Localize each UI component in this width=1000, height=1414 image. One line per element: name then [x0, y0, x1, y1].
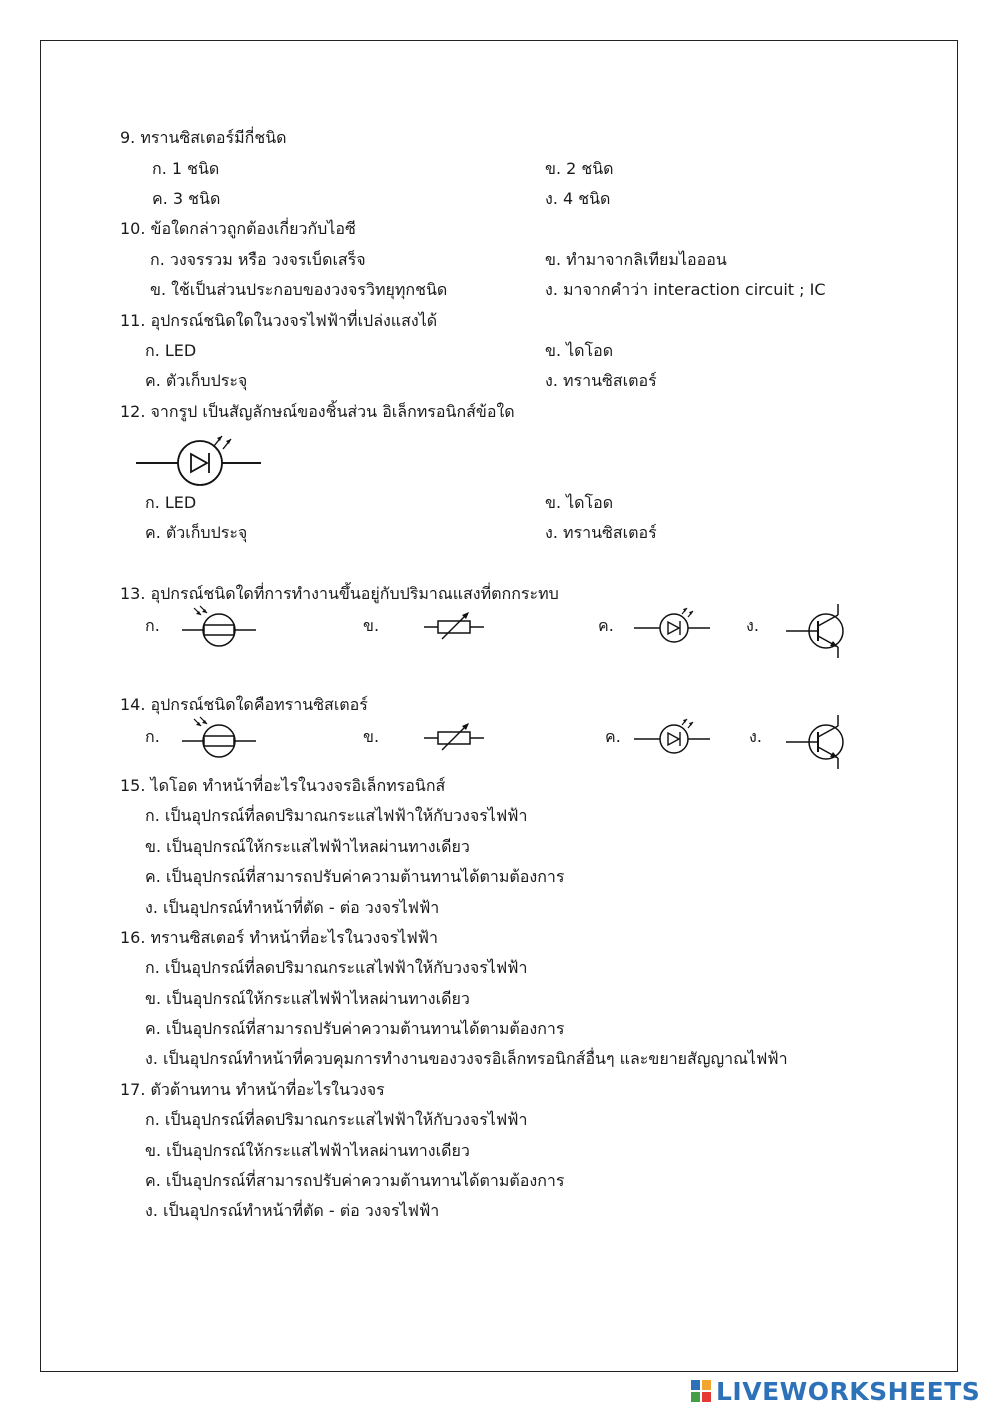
q13-choice-c[interactable]: ค.: [598, 616, 614, 635]
q16-choice-b[interactable]: ข. เป็นอุปกรณ์ให้กระแสไฟฟ้าไหลผ่านทางเดียว: [145, 989, 470, 1008]
q9-choice-c[interactable]: ค. 3 ชนิด: [152, 189, 221, 208]
q12-choice-a[interactable]: ก. LED: [145, 493, 197, 512]
q15-choice-a[interactable]: ก. เป็นอุปกรณ์ที่ลดปริมาณกระแสไฟฟ้าให้กับวงจรไฟฟ้า: [145, 806, 528, 825]
question-12: 12. จากรูป เป็นสัญลักษณ์ของชิ้นส่วน อิเล็กทรอนิกส์ข้อใด: [120, 402, 515, 421]
q14-choice-c[interactable]: ค.: [605, 727, 621, 746]
q11-choice-b[interactable]: ข. ไดโอด: [545, 341, 614, 360]
liveworksheets-logo-icon: [690, 1379, 712, 1403]
q13-choice-a[interactable]: ก.: [145, 616, 160, 635]
variable-resistor-symbol: [422, 609, 488, 643]
q15-choice-d[interactable]: ง. เป็นอุปกรณ์ทำหน้าที่ตัด - ต่อ วงจรไฟฟ้า: [145, 898, 440, 917]
q15-choice-c[interactable]: ค. เป็นอุปกรณ์ที่สามารถปรับค่าความต้านทานได้ตามต้องการ: [145, 867, 565, 886]
q17-choice-a[interactable]: ก. เป็นอุปกรณ์ที่ลดปริมาณกระแสไฟฟ้าให้กับวงจรไฟฟ้า: [145, 1110, 528, 1129]
question-16: 16. ทรานซิสเตอร์ ทำหน้าที่อะไรในวงจรไฟฟ้า: [120, 928, 438, 947]
q15-choice-b[interactable]: ข. เป็นอุปกรณ์ให้กระแสไฟฟ้าไหลผ่านทางเดียว: [145, 837, 470, 856]
q11-choice-c[interactable]: ค. ตัวเก็บประจุ: [145, 371, 248, 390]
q12-choice-d[interactable]: ง. ทรานซิสเตอร์: [545, 523, 657, 542]
q11-choice-d[interactable]: ง. ทรานซิสเตอร์: [545, 371, 657, 390]
question-15: 15. ไดโอด ทำหน้าที่อะไรในวงจรอิเล็กทรอนิกส์: [120, 776, 446, 795]
q10-choice-b[interactable]: ข. ทำมาจากลิเทียมไอออน: [545, 250, 727, 269]
question-11: 11. อุปกรณ์ชนิดใดในวงจรไฟฟ้าที่เปล่งแสงได้: [120, 311, 438, 330]
question-14: 14. อุปกรณ์ชนิดใดคือทรานซิสเตอร์: [120, 695, 368, 714]
liveworksheets-logo[interactable]: [690, 1376, 980, 1406]
q13-choice-b[interactable]: ข.: [363, 616, 380, 635]
q13-choice-d[interactable]: ง.: [746, 616, 759, 635]
variable-resistor-symbol: [422, 720, 488, 754]
q10-choice-d[interactable]: ง. มาจากคำว่า interaction circuit ; IC: [545, 280, 826, 299]
q16-choice-c[interactable]: ค. เป็นอุปกรณ์ที่สามารถปรับค่าความต้านทานได้ตามต้องการ: [145, 1019, 565, 1038]
transistor-symbol: [784, 715, 858, 769]
q14-choice-a[interactable]: ก.: [145, 727, 160, 746]
q10-choice-a[interactable]: ก. วงจรรวม หรือ วงจรเบ็ดเสร็จ: [150, 250, 366, 269]
q17-choice-c[interactable]: ค. เป็นอุปกรณ์ที่สามารถปรับค่าความต้านทานได้ตามต้องการ: [145, 1171, 565, 1190]
q12-choice-c[interactable]: ค. ตัวเก็บประจุ: [145, 523, 248, 542]
led-symbol-large: [134, 428, 266, 488]
q9-choice-b[interactable]: ข. 2 ชนิด: [545, 159, 614, 178]
q9-choice-a[interactable]: ก. 1 ชนิด: [152, 159, 220, 178]
led-symbol: [632, 717, 714, 757]
ldr-symbol: [180, 606, 260, 648]
question-9: 9. ทรานซิสเตอร์มีกี่ชนิด: [120, 128, 287, 147]
q16-choice-a[interactable]: ก. เป็นอุปกรณ์ที่ลดปริมาณกระแสไฟฟ้าให้กับวงจรไฟฟ้า: [145, 958, 528, 977]
question-10: 10. ข้อใดกล่าวถูกต้องเกี่ยวกับไอซี: [120, 219, 356, 238]
question-17: 17. ตัวต้านทาน ทำหน้าที่อะไรในวงจร: [120, 1080, 385, 1099]
logo-text: LIVEWORKSHEETS: [716, 1376, 981, 1406]
ldr-symbol: [180, 717, 260, 759]
q17-choice-b[interactable]: ข. เป็นอุปกรณ์ให้กระแสไฟฟ้าไหลผ่านทางเดียว: [145, 1141, 470, 1160]
q11-choice-a[interactable]: ก. LED: [145, 341, 197, 360]
led-symbol: [632, 606, 714, 646]
q10-choice-c[interactable]: ข. ใช้เป็นส่วนประกอบของวงจรวิทยุทุกชนิด: [150, 280, 448, 299]
q16-choice-d[interactable]: ง. เป็นอุปกรณ์ทำหน้าที่ควบคุมการทำงานของวงจรอิเล็กทรอนิกส์อื่นๆ และขยายสัญญาณไฟฟ้า: [145, 1049, 788, 1068]
transistor-symbol: [784, 604, 858, 658]
q12-choice-b[interactable]: ข. ไดโอด: [545, 493, 614, 512]
q14-choice-d[interactable]: ง.: [749, 727, 762, 746]
question-13: 13. อุปกรณ์ชนิดใดที่การทำงานขึ้นอยู่กับปริมาณแสงที่ตกกระทบ: [120, 584, 559, 603]
q9-choice-d[interactable]: ง. 4 ชนิด: [545, 189, 611, 208]
q14-choice-b[interactable]: ข.: [363, 727, 380, 746]
q17-choice-d[interactable]: ง. เป็นอุปกรณ์ทำหน้าที่ตัด - ต่อ วงจรไฟฟ้า: [145, 1201, 440, 1220]
